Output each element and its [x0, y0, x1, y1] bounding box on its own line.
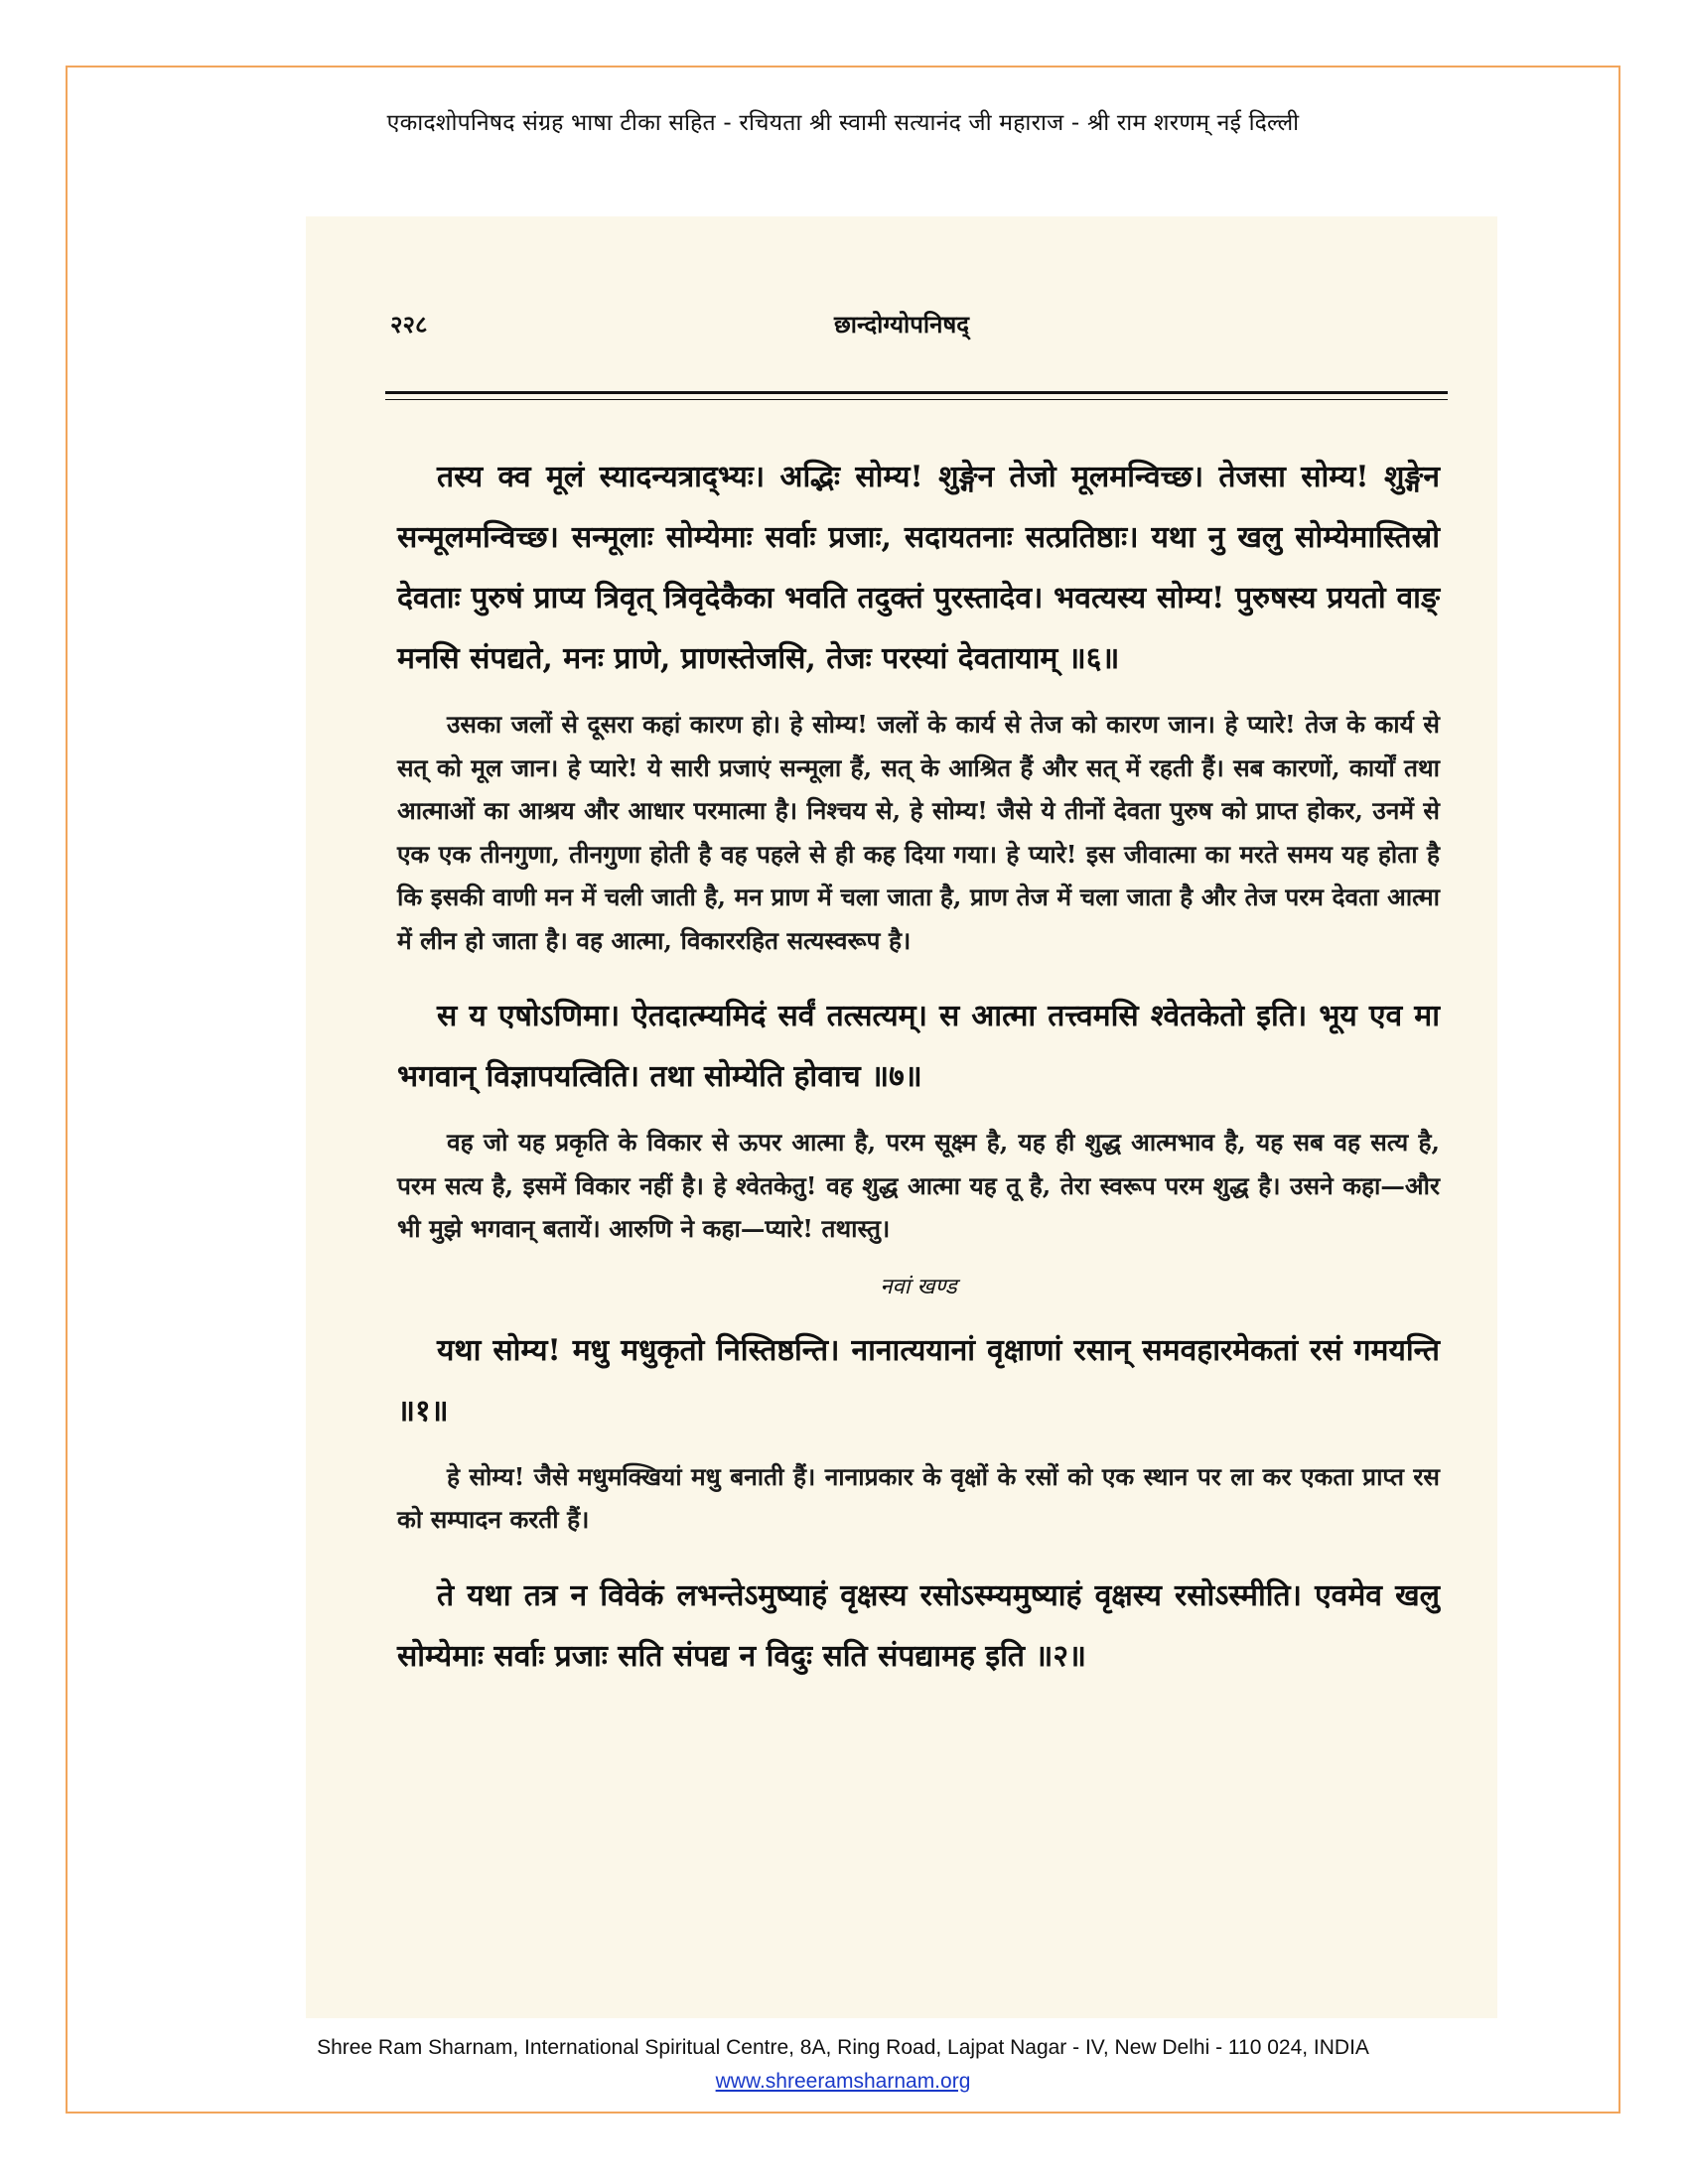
page-head [306, 308, 1497, 347]
footer-address: Shree Ram Sharnam, International Spiritual Centre, 8A, Ring Road, Lajpat Nagar - IV, New Delhi - 110 024, INDIA [317, 2036, 1369, 2059]
page-title: छान्दोग्योपनिषद् [833, 310, 970, 339]
gloss-9-1: हे सोम्य! जैसे मधुमक्खियां मधु बनाती हैं। नानाप्रकार के वृक्षों के रसों को एक स्थान पर ला कर एकता प्राप्त रस को सम्पादन करती हैं। [397, 1461, 1440, 1534]
gloss-7: वह जो यह प्रकृति के विकार से ऊपर आत्मा है, परम सूक्ष्म है, यह ही शुद्ध आत्मभाव है, यह सब वह सत्य है, परम सत्य है, इसमें विकार नहीं है। हे श्वेतकेतु! वह शुद्ध आत्मा यह तू है, तेरा स्वरूप परम शुद्ध है। उसने कहा—और भी मुझे भगवान् बतायें। आरुणि ने कहा—प्यारे! तथास्तु। [397, 1128, 1440, 1243]
page-frame [66, 66, 1620, 2114]
verse-7: स य एषोऽणिमा। ऐतदात्म्यमिदं सर्वं तत्सत्यम्। स आत्मा तत्त्वमसि श्वेतकेतो इति। भूय एव मा भगवान् विज्ञापयत्विति। तथा सोम्येति होवाच ॥७॥ [397, 999, 1440, 1094]
verse-9-2: ते यथा तत्र न विवेकं लभन्तेऽमुष्याहं वृक्षस्य रसोऽस्म्यमुष्याहं वृक्षस्य रसोऽस्मीति। एवमेव खलु सोम्येमाः सर्वाः प्रजाः सति संपद्य न विदुः सति संपद्यामह इति ॥२॥ [397, 1577, 1440, 1674]
header-rule-thick [385, 391, 1448, 394]
section-title: नवां खण्ड [880, 1274, 957, 1299]
verse-6: तस्य क्व मूलं स्यादन्यत्राद्भ्यः। अद्भिः सोम्य! शुङ्गेन तेजो मूलमन्विच्छ। तेजसा सोम्य! शुङ्गेन सन्मूलमन्विच्छ। सन्मूलाः सोम्येमाः सर्वाः प्रजाः, सदायतनाः सत्प्रतिष्ठाः। यथा नु खलु सोम्येमास्तिस्रो देवताः पुरुषं प्राप्य त्रिवृत् त्रिवृदेकैका भवति तदुक्तं पुरस्तादेव। भवत्यस्य सोम्य! पुरुषस्य प्रयतो वाङ् मनसि संपद्यते, मनः प्राणे, प्राणस्तेजसि, तेजः परस्यां देवतायाम् ॥६॥ [397, 460, 1440, 676]
verse-9-1: यथा सोम्य! मधु मधुकृतो निस्तिष्ठन्ति। नानात्ययानां वृक्षाणां रसान् समवहारमेकतां रसं गमयन्ति ॥१॥ [397, 1332, 1440, 1429]
header-rule-thin [385, 399, 1448, 400]
gloss-6: उसका जलों से दूसरा कहां कारण हो। हे सोम्य! जलों के कार्य से तेज को कारण जान। हे प्यारे! तेज के कार्य से सत् को मूल जान। हे प्यारे! ये सारी प्रजाएं सन्मूला हैं, सत् के आश्रित हैं और सत् में रहती हैं। सब कारणों, कार्यों तथा आत्माओं का आश्रय और आधार परमात्मा है। निश्चय से, हे सोम्य! जैसे ये तीनों देवता पुरुष को प्राप्त होकर, उनमें से एक एक तीनगुणा, तीनगुणा होती है वह पहले से ही कह दिया गया। हे प्यारे! इस जीवात्मा का मरते समय यह होता है कि इसकी वाणी मन में चली जाती है, मन प्राण में चला जाता है, प्राण तेज में चला जाता है और तेज परम देवता आत्मा में लीन हो जाता है। वह आत्मा, विकाररहित सत्यस्वरूप है। [397, 710, 1440, 955]
page-content [397, 447, 1440, 1701]
page-number: २२८ [390, 310, 428, 339]
scanned-page [306, 216, 1497, 2018]
header-text: एकादशोपनिषद संग्रह भाषा टीका सहित - रचियता श्री स्वामी सत्यानंद जी महाराज - श्री राम शरणम् नई दिल्ली [386, 110, 1300, 136]
website-link[interactable]: www.shreeramsharnam.org [715, 2070, 971, 2093]
